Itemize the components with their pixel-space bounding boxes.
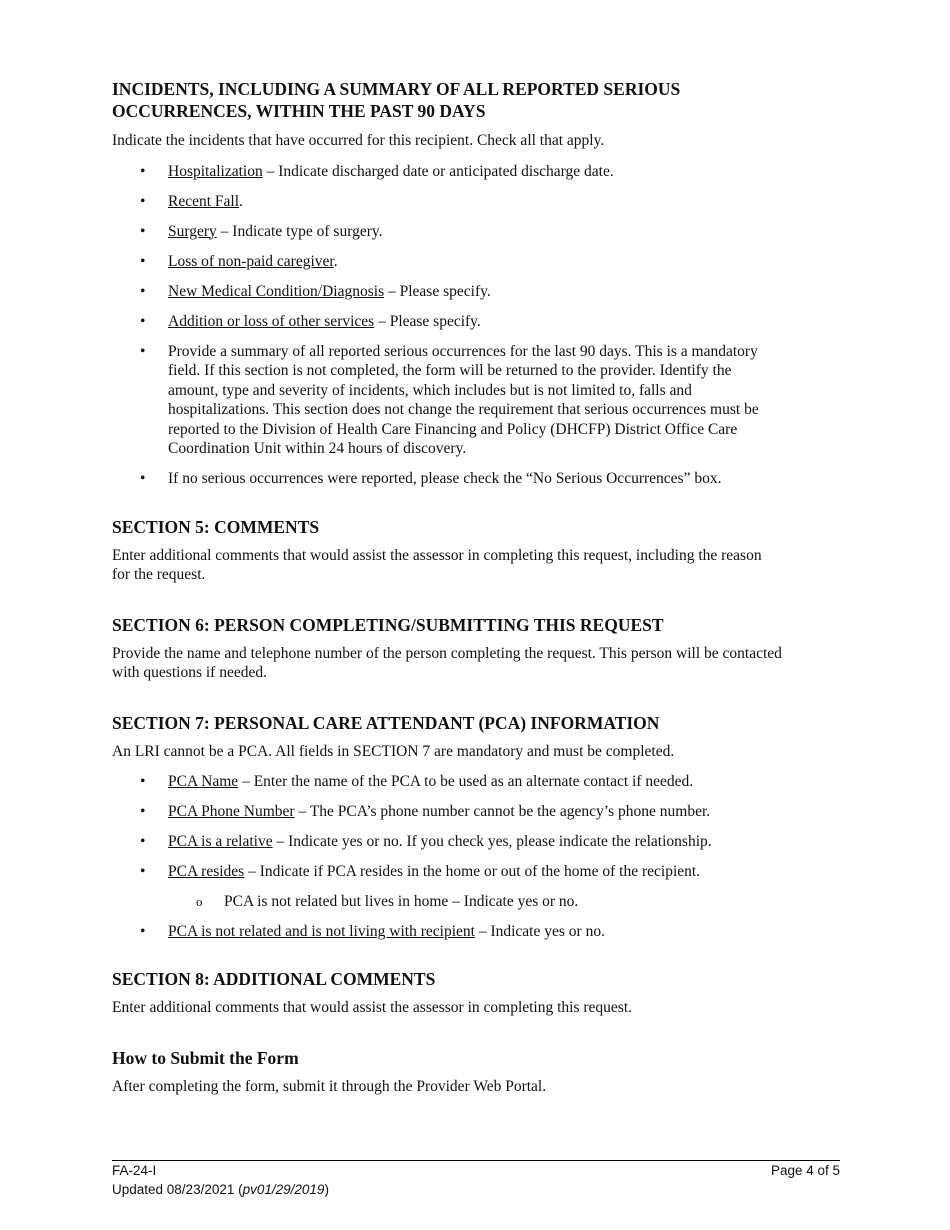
bullet-icon: • (140, 803, 146, 820)
section7-intro: An LRI cannot be a PCA. All fields in SECTION 7 are mandatory and must be completed. (112, 742, 675, 760)
list-item: • PCA resides – Indicate if PCA resides in the home or out of the home of the recipient. (140, 863, 701, 880)
bullet-icon: • (140, 773, 146, 790)
section7-list (112, 772, 840, 882)
bullet-icon: • (140, 342, 146, 360)
list-item: • New Medical Condition/Diagnosis – Please specify. (140, 282, 491, 300)
bullet-icon: • (140, 252, 146, 270)
incidents-heading-line1: INCIDENTS, INCLUDING A SUMMARY OF ALL REPORTED SERIOUS (112, 79, 681, 99)
document-page (112, 78, 840, 1096)
section5-heading: SECTION 5: COMMENTS (112, 516, 320, 537)
incidents-heading (112, 78, 840, 122)
section7-sublist (112, 892, 840, 912)
submit-text: After completing the form, submit it through the Provider Web Portal. (112, 1077, 547, 1095)
sub-list-item: o PCA is not related but lives in home – Indicate yes or no. (196, 892, 579, 910)
incidents-heading-line2: OCCURRENCES, WITHIN THE PAST 90 DAYS (112, 101, 486, 121)
section8-text: Enter additional comments that would assist the assessor in completing this request. (112, 999, 633, 1016)
bullet-icon: • (140, 922, 146, 940)
incidents-list (112, 162, 840, 489)
bullet-icon: • (140, 282, 146, 300)
list-item: • Surgery – Indicate type of surgery. (140, 222, 383, 240)
bullet-icon: • (140, 470, 146, 487)
submit-heading: How to Submit the Form (112, 1047, 299, 1068)
section8-heading: SECTION 8: ADDITIONAL COMMENTS (112, 969, 436, 989)
circle-bullet-icon: o (196, 893, 203, 909)
bullet-icon: • (140, 192, 146, 210)
prev-version: pv01/29/2019 (242, 1182, 325, 1197)
bullet-icon: • (140, 162, 146, 180)
section6-text: Provide the name and telephone number of the person completing the request. This person will be contacted with questions if needed. (112, 644, 782, 681)
list-item: • PCA is a relative – Indicate yes or no. If you check yes, please indicate the relationship. (140, 833, 712, 850)
section5-text: Enter additional comments that would assist the assessor in completing this request, including the reason for the request. (112, 546, 762, 583)
incidents-intro: Indicate the incidents that have occurred for this recipient. Check all that apply. (112, 132, 605, 149)
bullet-icon: • (140, 222, 146, 240)
list-item: • Loss of non-paid caregiver. (140, 252, 338, 270)
list-item: • Hospitalization – Indicate discharged date or anticipated discharge date. (140, 162, 614, 180)
summary-item: • Provide a summary of all reported serious occurrences for the last 90 days. This is a mandatory field. If this section is not completed, the form will be returned to the provider. Identify the amount, type and severity of incidents, which includes but is not limited to, falls and hospitalizations. This section does not change the requirement that serious occurrences must be reported to the Division of Health Care Financing and Policy (DHCFP) District Office Care Coordination Unit within 24 hours of discovery. (140, 342, 759, 457)
bullet-icon: • (140, 833, 146, 850)
section7-list-end (112, 922, 840, 942)
list-item: • PCA is not related and is not living with recipient – Indicate yes or no. (140, 922, 605, 940)
form-id: FA-24-I (112, 1163, 157, 1178)
bullet-icon: • (140, 863, 146, 880)
list-item: • PCA Phone Number – The PCA’s phone number cannot be the agency’s phone number. (140, 803, 711, 820)
page-number: Page 4 of 5 (770, 1163, 840, 1178)
section7-heading: SECTION 7: PERSONAL CARE ATTENDANT (PCA) INFORMATION (112, 712, 660, 733)
page-footer (112, 1160, 840, 1199)
list-item: • PCA Name – Enter the name of the PCA to be used as an alternate contact if needed. (140, 773, 694, 790)
list-item: • Addition or loss of other services – Please specify. (140, 312, 481, 330)
bullet-icon: • (140, 312, 146, 330)
section6-heading: SECTION 6: PERSON COMPLETING/SUBMITTING THIS REQUEST (112, 614, 664, 635)
no-occurrences-item: • If no serious occurrences were reported, please check the “No Serious Occurrences” box. (140, 470, 722, 487)
updated-line: Updated 08/23/2021 (pv01/29/2019) (112, 1182, 329, 1197)
list-item: • Recent Fall. (140, 192, 243, 210)
